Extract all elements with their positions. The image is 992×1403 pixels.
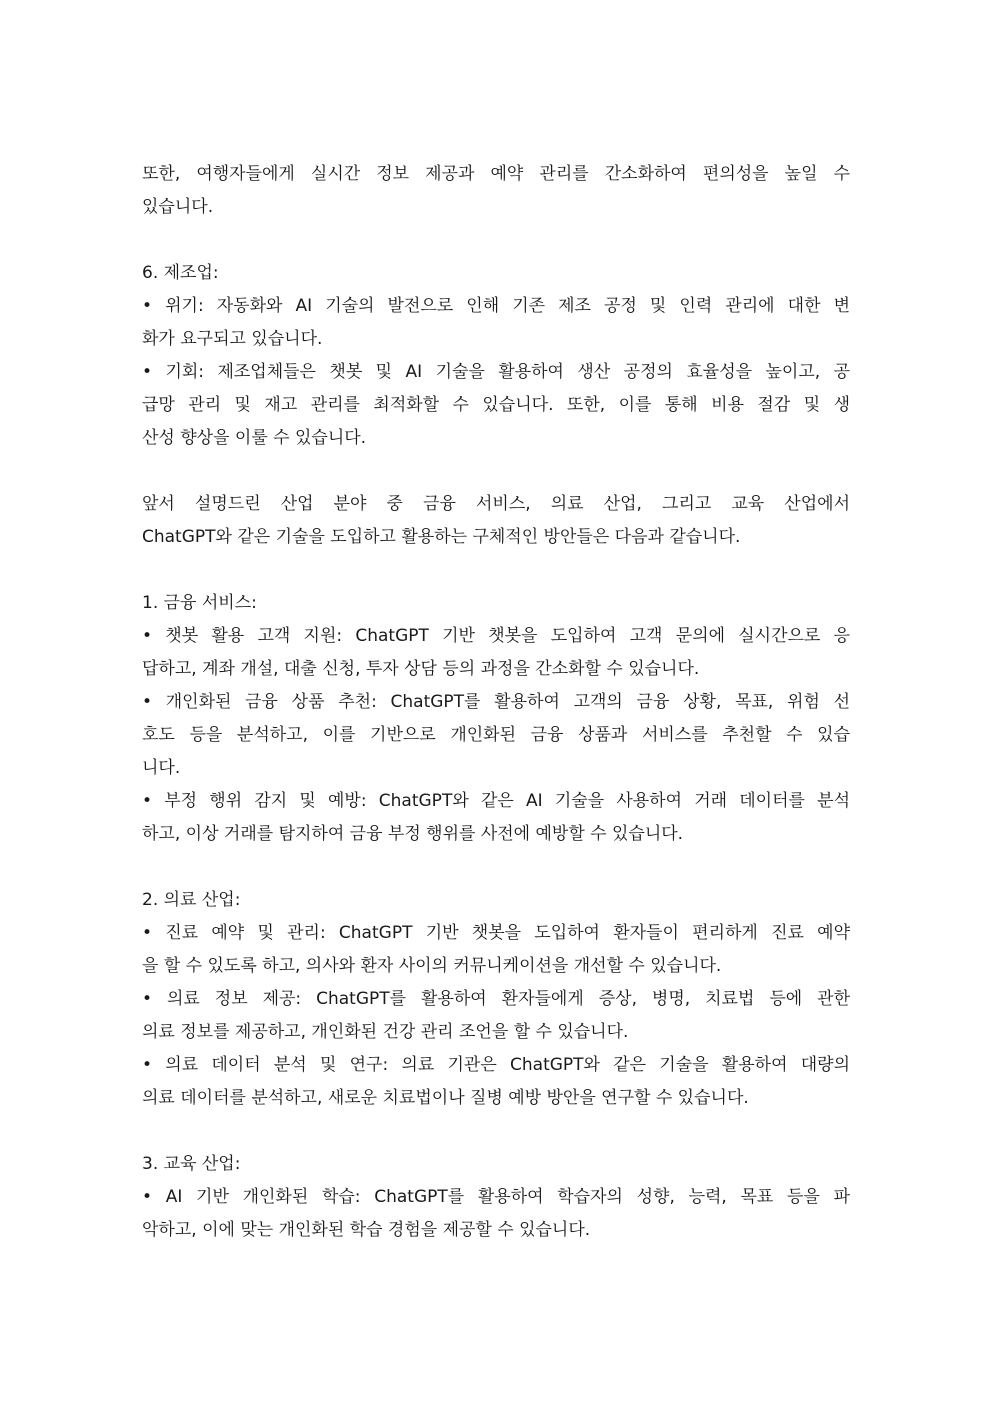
bullet-appointment-line-1: • 진료 예약 및 관리: ChatGPT 기반 챗봇을 도입하여 환자들이 편리하게 진료 예약 [142,923,850,943]
intro-paragraph-line-1: 앞서 설명드린 산업 분야 중 금융 서비스, 의료 산업, 그리고 교육 산업에서 [142,494,850,514]
bullet-personalized-finance-line-2: 호도 등을 분석하고, 이를 기반으로 개인화된 금융 상품과 서비스를 추천할 수 있습 [142,725,850,745]
bullet-fraud-detection-line-1: • 부정 행위 감지 및 예방: ChatGPT와 같은 AI 기술을 사용하여 거래 데이터를 분석 [142,791,850,811]
bullet-personalized-learning-line-1: • AI 기반 개인화된 학습: ChatGPT를 활용하여 학습자의 성향, 능력, 목표 등을 파 [142,1187,850,1207]
section-heading-education: 3. 교육 산업: [142,1154,241,1174]
bullet-fraud-detection-line-2: 하고, 이상 거래를 탐지하여 금융 부정 행위를 사전에 예방할 수 있습니다. [142,824,684,844]
bullet-opportunity-line-1: • 기회: 제조업체들은 챗봇 및 AI 기술을 활용하여 생산 공정의 효율성을 높이고, 공 [142,362,850,382]
paragraph-line-travel-2: 있습니다. [142,197,214,217]
bullet-opportunity-line-2: 급망 관리 및 재고 관리를 최적화할 수 있습니다. 또한, 이를 통해 비용 절감 및 생 [142,395,850,415]
section-heading-medical: 2. 의료 산업: [142,890,241,910]
bullet-medical-data-line-1: • 의료 데이터 분석 및 연구: 의료 기관은 ChatGPT와 같은 기술을 활용하여 대량의 [142,1055,850,1075]
bullet-medical-data-line-2: 의료 데이터를 분석하고, 새로운 치료법이나 질병 예방 방안을 연구할 수 있습니다. [142,1088,749,1108]
bullet-opportunity-line-3: 산성 향상을 이룰 수 있습니다. [142,428,367,448]
section-heading-manufacturing: 6. 제조업: [142,263,219,283]
bullet-chatbot-support-line-2: 답하고, 계좌 개설, 대출 신청, 투자 상담 등의 과정을 간소화할 수 있습니다. [142,659,700,679]
section-heading-finance: 1. 금융 서비스: [142,593,257,613]
bullet-appointment-line-2: 을 할 수 있도록 하고, 의사와 환자 사이의 커뮤니케이션을 개선할 수 있습니다. [142,956,722,976]
bullet-medical-info-line-2: 의료 정보를 제공하고, 개인화된 건강 관리 조언을 할 수 있습니다. [142,1022,629,1042]
bullet-personalized-finance-line-3: 니다. [142,758,181,778]
bullet-personalized-finance-line-1: • 개인화된 금융 상품 추천: ChatGPT를 활용하여 고객의 금융 상황, 목표, 위험 선 [142,692,850,712]
paragraph-line-travel-1: 또한, 여행자들에게 실시간 정보 제공과 예약 관리를 간소화하여 편의성을 높일 수 [142,164,850,184]
bullet-medical-info-line-1: • 의료 정보 제공: ChatGPT를 활용하여 환자들에게 증상, 병명, 치료법 등에 관한 [142,989,850,1009]
bullet-risk-line-2: 화가 요구되고 있습니다. [142,329,323,349]
bullet-personalized-learning-line-2: 악하고, 이에 맞는 개인화된 학습 경험을 제공할 수 있습니다. [142,1220,591,1240]
intro-paragraph-line-2: ChatGPT와 같은 기술을 도입하고 활용하는 구체적인 방안들은 다음과 같습니다. [142,527,741,547]
bullet-risk-line-1: • 위기: 자동화와 AI 기술의 발전으로 인해 기존 제조 공정 및 인력 관리에 대한 변 [142,296,850,316]
bullet-chatbot-support-line-1: • 챗봇 활용 고객 지원: ChatGPT 기반 챗봇을 도입하여 고객 문의에 실시간으로 응 [142,626,850,646]
